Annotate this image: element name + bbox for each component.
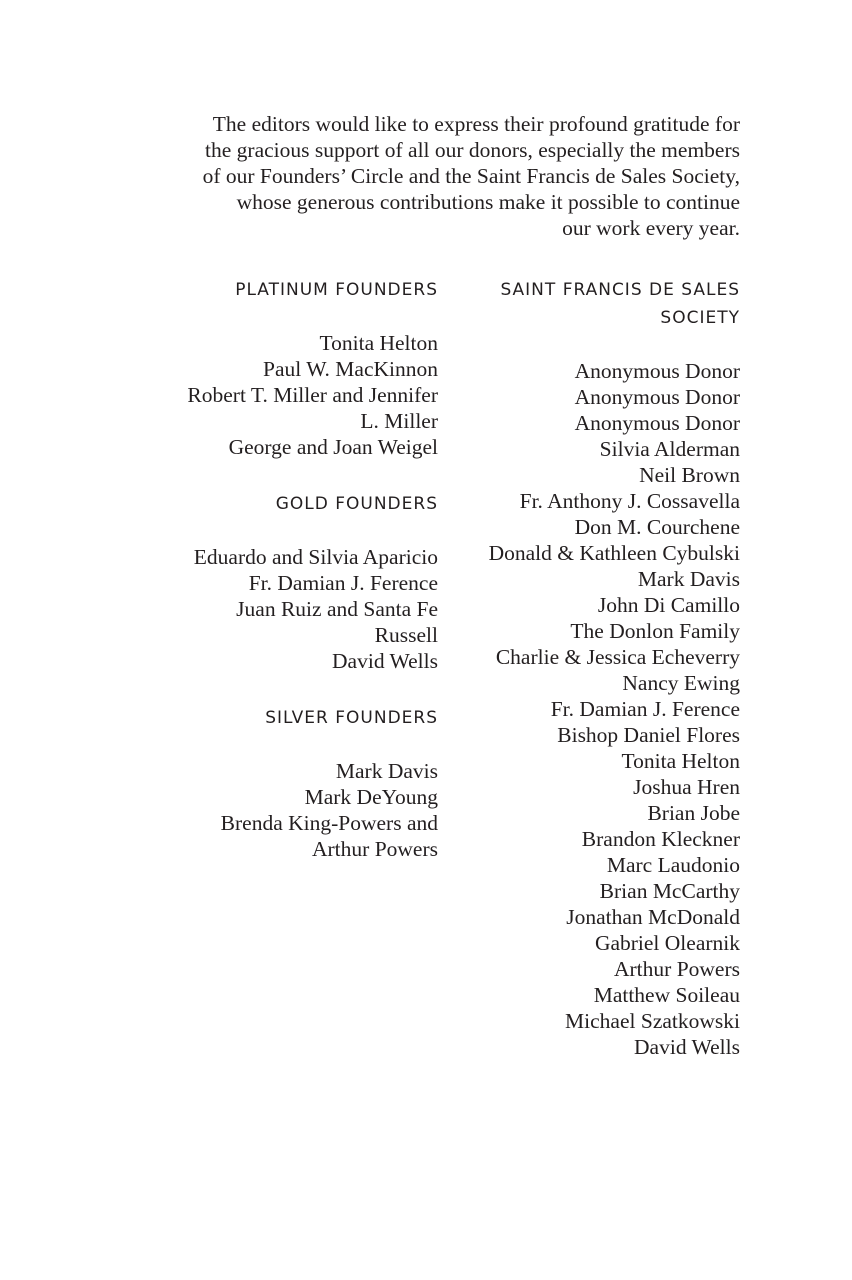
donor-name: Silvia Alderman: [599, 437, 740, 461]
donor-name: Juan Ruiz and Santa Fe: [236, 597, 438, 621]
donor-name: Brian Jobe: [647, 801, 740, 825]
society-list: [440, 358, 740, 1060]
donor-name: Anonymous Donor: [574, 385, 740, 409]
donor-name: Robert T. Miller and Jennifer: [187, 383, 438, 407]
intro-line: our work every year.: [562, 216, 740, 240]
silver-founders-section: [130, 704, 438, 862]
society-heading-line: SOCIETY: [660, 308, 740, 328]
donor-name: Fr. Damian J. Ference: [550, 697, 740, 721]
donor-name: Mark Davis: [335, 759, 438, 783]
donor-name: The Donlon Family: [570, 619, 740, 643]
donor-name: David Wells: [634, 1035, 740, 1059]
donor-name: Anonymous Donor: [574, 359, 740, 383]
donor-name: John Di Camillo: [597, 593, 740, 617]
donor-name: Anonymous Donor: [574, 411, 740, 435]
silver-founders-heading: SILVER FOUNDERS: [265, 708, 438, 728]
donor-name: Charlie & Jessica Echeverry: [495, 645, 740, 669]
donor-name: Nancy Ewing: [622, 671, 740, 695]
society-column: [440, 276, 740, 1060]
donor-name: Gabriel Olearnik: [594, 931, 740, 955]
silver-founders-list: [130, 758, 438, 862]
donor-name: Brian McCarthy: [599, 879, 740, 903]
donor-name: Fr. Anthony J. Cossavella: [519, 489, 740, 513]
donor-name: Neil Brown: [639, 463, 740, 487]
donor-name: Brenda King-Powers and: [220, 811, 438, 835]
donor-name: Tonita Helton: [621, 749, 740, 773]
intro-line: The editors would like to express their profound gratitude for: [212, 112, 740, 136]
donor-name: Russell: [374, 623, 438, 647]
platinum-founders-section: [130, 276, 438, 460]
donor-name: Arthur Powers: [312, 837, 438, 861]
donor-name: Jonathan McDonald: [566, 905, 740, 929]
donor-name: Fr. Damian J. Ference: [248, 571, 438, 595]
society-heading: [440, 276, 740, 332]
gold-founders-section: [130, 490, 438, 674]
society-heading-line: SAINT FRANCIS DE SALES: [500, 280, 740, 300]
donor-name: L. Miller: [360, 409, 438, 433]
donor-name: David Wells: [332, 649, 438, 673]
donor-name: Don M. Courchene: [574, 515, 740, 539]
donor-name: Bishop Daniel Flores: [557, 723, 740, 747]
founders-column: [130, 276, 438, 892]
donor-name: Donald & Kathleen Cybulski: [488, 541, 740, 565]
donor-name: Mark Davis: [637, 567, 740, 591]
donor-name: Joshua Hren: [633, 775, 740, 799]
donor-name: Paul W. MacKinnon: [263, 357, 438, 381]
donor-name: Arthur Powers: [614, 957, 740, 981]
platinum-founders-heading: PLATINUM FOUNDERS: [235, 280, 438, 300]
donor-name: Michael Szatkowski: [565, 1009, 740, 1033]
gold-founders-list: [130, 544, 438, 674]
donor-name: Matthew Soileau: [593, 983, 740, 1007]
donor-name: George and Joan Weigel: [228, 435, 438, 459]
platinum-founders-list: [130, 330, 438, 460]
donor-name: Mark DeYoung: [304, 785, 438, 809]
donor-name: Tonita Helton: [319, 331, 438, 355]
intro-paragraph: [150, 111, 740, 241]
intro-line: whose generous contributions make it possible to continue: [236, 190, 740, 214]
intro-line: of our Founders’ Circle and the Saint Francis de Sales Society,: [202, 164, 740, 188]
donor-name: Eduardo and Silvia Aparicio: [193, 545, 438, 569]
donor-name: Marc Laudonio: [606, 853, 740, 877]
intro-line: the gracious support of all our donors, especially the members: [205, 138, 740, 162]
gold-founders-heading: GOLD FOUNDERS: [275, 494, 438, 514]
donor-name: Brandon Kleckner: [581, 827, 740, 851]
